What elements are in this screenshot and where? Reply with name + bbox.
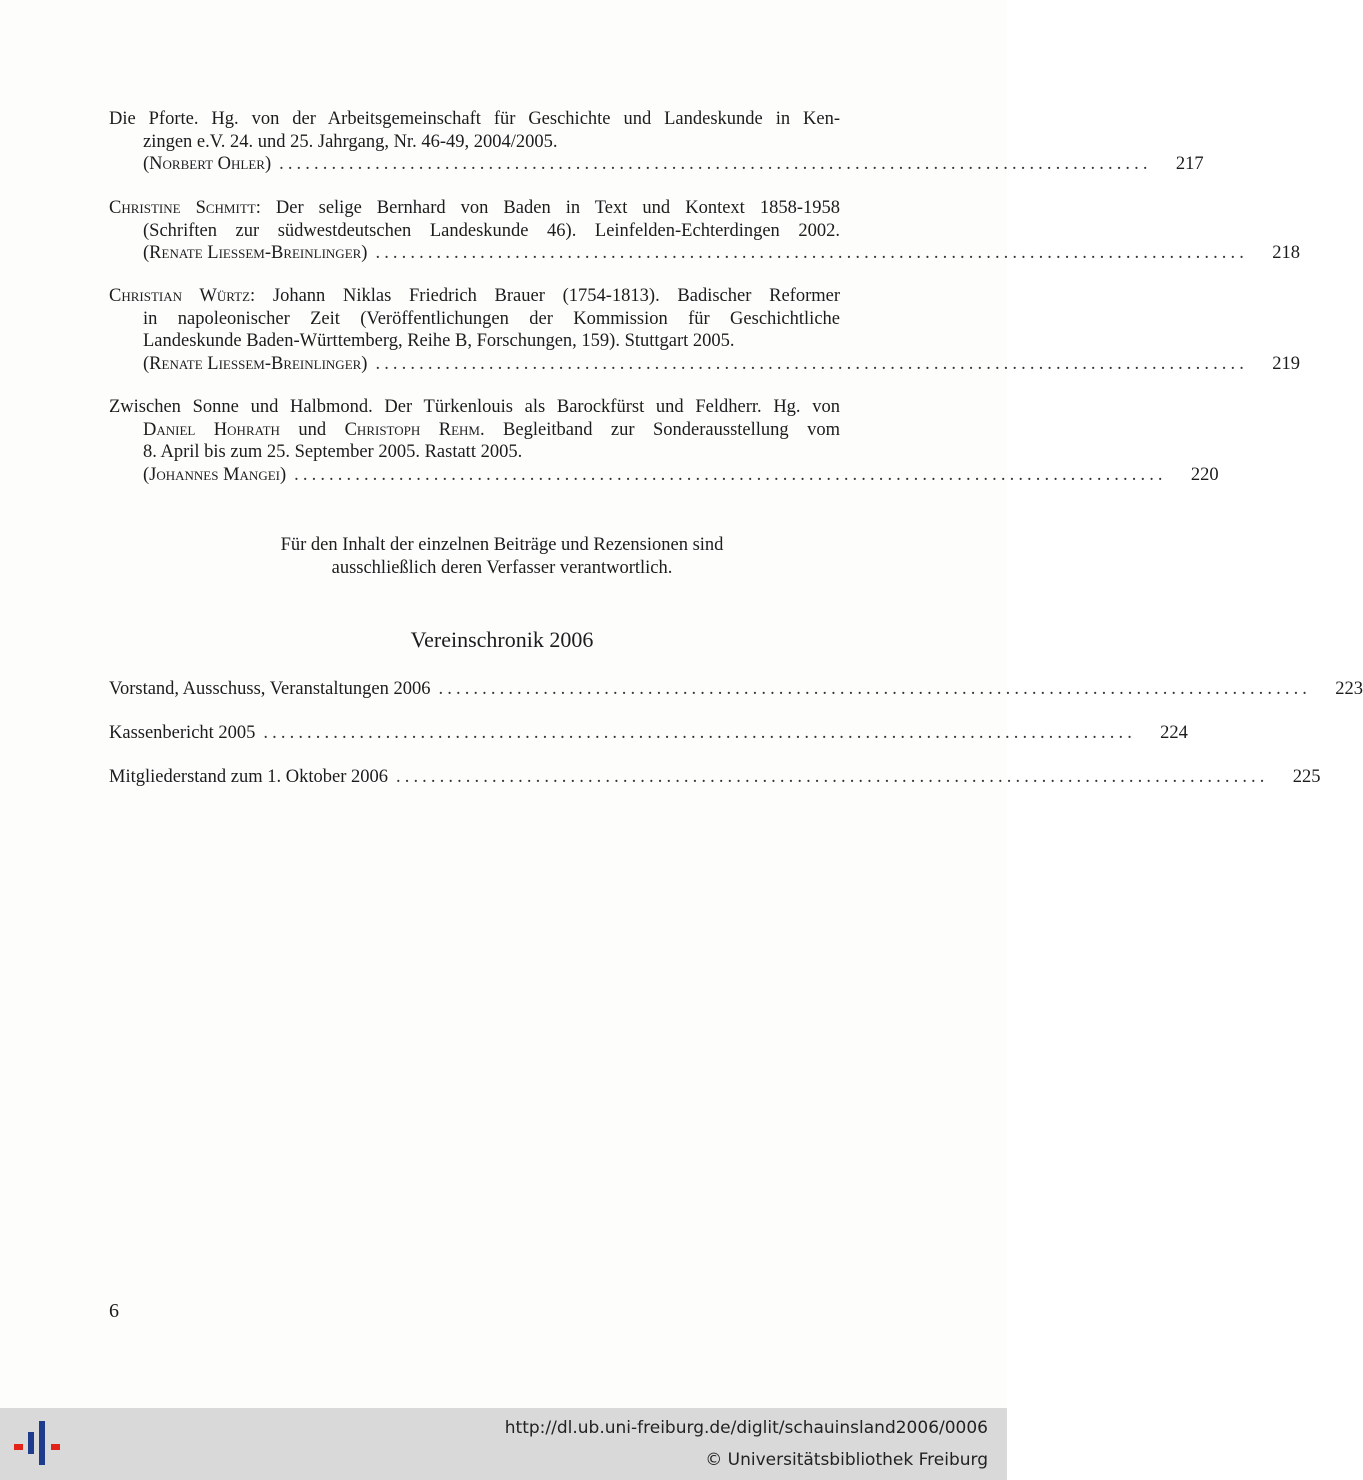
entry-detail-line: (Schriften zur südwestdeutschen Landeskunde 46). Leinfelden-Echterdingen 2002.	[143, 220, 840, 241]
page-number: 6	[109, 1300, 119, 1322]
toc-entry	[109, 285, 1300, 375]
chronik-line	[109, 766, 1321, 789]
disclaimer-line: Für den Inhalt der einzelnen Beiträge und Rezensionen sind	[280, 535, 724, 555]
entry-detail-line: in napoleonischer Zeit (Veröffentlichungen der Kommission für Geschichtliche	[143, 308, 840, 329]
copyright-notice: © Universitätsbibliothek Freiburg	[705, 1450, 988, 1470]
editor-name: Christoph Rehm	[344, 419, 480, 440]
entry-reviewer-line	[109, 464, 1219, 487]
chronik-line	[109, 722, 1188, 745]
dot-leader: ....................................................................................................	[375, 353, 1248, 374]
disclaimer-line: ausschließlich deren Verfasser verantwortlich.	[331, 557, 673, 578]
chronik-line	[109, 678, 1363, 701]
entry-detail-line: zingen e.V. 24. und 25. Jahrgang, Nr. 46-49, 2004/2005.	[143, 131, 558, 152]
toc-entry	[109, 678, 1363, 701]
page-ref[interactable]: 219	[1272, 353, 1300, 374]
toc-entry	[109, 766, 1321, 789]
footer-bar	[0, 1408, 1007, 1480]
dot-leader: ....................................................................................................	[263, 723, 1136, 743]
reviewer-name: (Renate Liessem-Breinlinger)	[143, 243, 368, 263]
entry-reviewer-line	[109, 353, 1300, 376]
page-ref[interactable]: 225	[1292, 767, 1321, 787]
author-name: Christine Schmitt	[109, 198, 256, 218]
entry-title: : Der selige Bernhard von Baden in Text und Kontext 1858-1958	[255, 198, 840, 218]
entry-detail-line	[109, 419, 840, 442]
dot-leader: ....................................................................................................	[396, 767, 1269, 787]
toc-entry	[109, 722, 1188, 745]
entry-detail-line: Landeskunde Baden-Württemberg, Reihe B, Forschungen, 159). Stuttgart 2005.	[143, 331, 735, 351]
dot-leader: ....................................................................................................	[375, 243, 1248, 263]
toc-entry	[109, 108, 1204, 176]
dot-leader: ....................................................................................................	[279, 154, 1152, 174]
disclaimer	[109, 534, 895, 579]
entry-reviewer-line	[109, 242, 1300, 265]
entry-detail: . Begleitband zur Sonderausstellung vom	[479, 419, 841, 440]
conjunction: und	[279, 419, 345, 440]
entry-title-line: Die Pforte. Hg. von der Arbeitsgemeinschaft für Geschichte und Landeskunde in Ken-	[109, 109, 840, 129]
page-ref[interactable]: 224	[1160, 723, 1188, 743]
editor-name: Daniel Hohrath	[143, 419, 280, 440]
page-ref[interactable]: 220	[1190, 464, 1219, 485]
toc-entry	[109, 197, 1300, 265]
toc-entry	[109, 396, 1219, 486]
chronik-label: Kassenbericht 2005	[109, 723, 256, 743]
entry-title-line: Zwischen Sonne und Halbmond. Der Türkenlouis als Barockfürst und Feldherr. Hg. von	[109, 397, 840, 417]
entry-title-line	[109, 285, 840, 308]
reviewer-name: (Norbert Ohler)	[143, 154, 272, 174]
source-url-link[interactable]: http://dl.ub.uni-freiburg.de/diglit/schauinsland2006/0006	[504, 1418, 988, 1438]
reviewer-name: (Renate Liessem-Breinlinger)	[143, 353, 368, 374]
entry-title-line	[109, 197, 840, 220]
entry-detail-line: 8. April bis zum 25. September 2005. Rastatt 2005.	[143, 442, 523, 462]
chronik-label: Mitgliederstand zum 1. Oktober 2006	[109, 767, 388, 787]
university-library-logo-icon	[14, 1419, 64, 1469]
page-ref[interactable]: 218	[1272, 243, 1300, 263]
dot-leader: ....................................................................................................	[438, 679, 1312, 699]
section-title: Vereinschronik 2006	[410, 627, 594, 652]
entry-reviewer-line	[109, 153, 1204, 176]
page-ref[interactable]: 223	[1335, 679, 1363, 699]
dot-leader: ....................................................................................................	[294, 464, 1167, 485]
entry-title: : Johann Niklas Friedrich Brauer (1754-1813). Badischer Reformer	[250, 286, 840, 306]
page-ref[interactable]: 217	[1175, 154, 1204, 174]
author-name: Christian Würtz	[109, 286, 251, 306]
chronik-label: Vorstand, Ausschuss, Veranstaltungen 2006	[109, 679, 431, 699]
reviewer-name: (Johannes Mangei)	[143, 464, 287, 485]
